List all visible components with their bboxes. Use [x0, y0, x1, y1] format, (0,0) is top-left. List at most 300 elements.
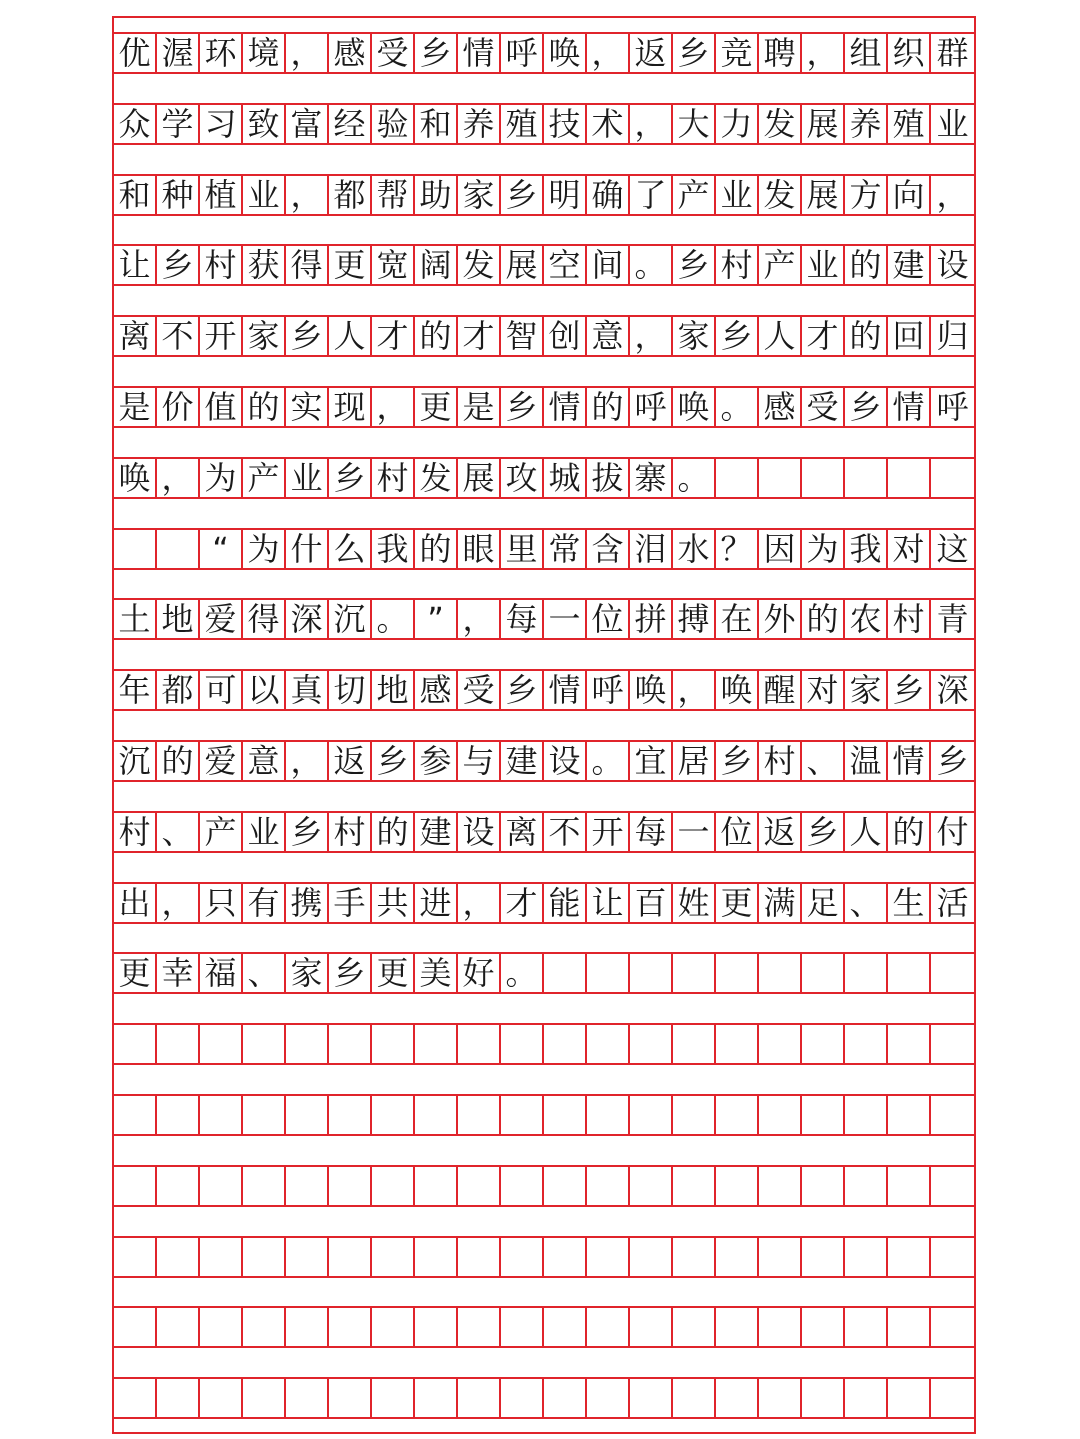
- grid-cell: [888, 1167, 931, 1205]
- grid-cell: 殖: [888, 105, 931, 143]
- grid-cell: 养: [458, 105, 501, 143]
- grid-cell: 。: [630, 246, 673, 284]
- grid-cell: 在: [716, 600, 759, 638]
- grid-cell: 是: [114, 388, 157, 426]
- grid-cell: 共: [372, 884, 415, 922]
- grid-cell: [372, 1308, 415, 1346]
- grid-cell: [415, 1025, 458, 1063]
- grid-cell: 验: [372, 105, 415, 143]
- grid-cell: [759, 459, 802, 497]
- grid-cell: 家: [845, 671, 888, 709]
- grid-cell: [458, 1238, 501, 1276]
- grid-cell: [845, 1308, 888, 1346]
- grid-cell: [157, 1096, 200, 1134]
- grid-cell: 不: [157, 317, 200, 355]
- grid-cell: [888, 1379, 931, 1417]
- grid-cell: [845, 1096, 888, 1134]
- grid-cell: 乡: [673, 246, 716, 284]
- grid-cell: ，: [630, 105, 673, 143]
- grid-cell: [888, 459, 931, 497]
- grid-cell: 人: [845, 813, 888, 851]
- grid-cell: 群: [936, 34, 969, 72]
- grid-cell: 建: [415, 813, 458, 851]
- grid-cell: 家: [243, 317, 286, 355]
- grid-cell: [544, 1167, 587, 1205]
- grid-cell: 家: [673, 317, 716, 355]
- grid-cell: [415, 1096, 458, 1134]
- grid-cell: [845, 1238, 888, 1276]
- grid-cell: 搏: [673, 600, 716, 638]
- grid-cell: 更: [415, 388, 458, 426]
- grid-cell: 业: [243, 813, 286, 851]
- grid-cell: [544, 1308, 587, 1346]
- grid-cell: 寨: [630, 459, 673, 497]
- grid-cell: 唤: [673, 388, 716, 426]
- grid-cell: [157, 1025, 200, 1063]
- grid-cell: 业: [802, 246, 845, 284]
- grid-cell: 返: [630, 34, 673, 72]
- grid-cell: [458, 1167, 501, 1205]
- grid-cell: 只: [200, 884, 243, 922]
- grid-cell: [243, 1238, 286, 1276]
- grid-cell: [587, 1238, 630, 1276]
- grid-cell: 爱: [200, 742, 243, 780]
- grid-cell: [286, 1308, 329, 1346]
- grid-cell: [716, 1308, 759, 1346]
- grid-cell: 付: [936, 812, 969, 851]
- grid-cell: 织: [888, 34, 931, 72]
- grid-cell: 。: [716, 388, 759, 426]
- grid-cell: [458, 1308, 501, 1346]
- grid-cell: 深: [936, 671, 969, 710]
- grid-cell: ，: [286, 742, 329, 780]
- grid-cell: 返: [329, 742, 372, 780]
- grid-cell: 创: [544, 317, 587, 355]
- grid-cell: 情: [888, 388, 931, 426]
- grid-cell: 阔: [415, 246, 458, 284]
- grid-cell: 的: [243, 388, 286, 426]
- grid-cell: [673, 1238, 716, 1276]
- grid-cell: “: [200, 530, 243, 568]
- grid-cell: 一: [673, 813, 716, 851]
- grid-cell: [501, 1167, 544, 1205]
- grid-cell: ，: [372, 388, 415, 426]
- grid-cell: 方: [845, 176, 888, 214]
- grid-cell: [716, 1238, 759, 1276]
- grid-cell: 都: [329, 176, 372, 214]
- grid-cell: 满: [759, 884, 802, 922]
- grid-cell: [329, 1308, 372, 1346]
- grid-cell: 手: [329, 884, 372, 922]
- grid-cell: [759, 1096, 802, 1134]
- grid-row: [114, 669, 974, 711]
- grid-cell: [415, 1167, 458, 1205]
- grid-row: [114, 882, 974, 924]
- grid-cell: 。: [372, 600, 415, 638]
- grid-cell: 业: [716, 176, 759, 214]
- grid-cell: 拔: [587, 459, 630, 497]
- grid-cell: 泪: [630, 530, 673, 568]
- grid-cell: 得: [286, 246, 329, 284]
- grid-cell: [630, 1379, 673, 1417]
- grid-cell: 村: [888, 600, 931, 638]
- grid-cell: 感: [329, 34, 372, 72]
- grid-row: [114, 598, 974, 640]
- grid-cell: [587, 1379, 630, 1417]
- grid-cell: 才: [458, 317, 501, 355]
- grid-cell: [243, 1025, 286, 1063]
- grid-cell: 境: [243, 34, 286, 72]
- grid-cell: 地: [372, 671, 415, 709]
- grid-cell: 的: [372, 813, 415, 851]
- grid-cell: [329, 1096, 372, 1134]
- grid-cell: 情: [888, 742, 931, 780]
- grid-cell: 因: [759, 530, 802, 568]
- grid-cell: 什: [286, 530, 329, 568]
- grid-cell: [157, 530, 200, 568]
- grid-cell: 乡: [329, 459, 372, 497]
- grid-cell: 意: [587, 317, 630, 355]
- grid-cell: [759, 1379, 802, 1417]
- grid-cell: [931, 1167, 974, 1205]
- grid-cell: 和: [114, 176, 157, 214]
- grid-cell: 沉: [114, 742, 157, 780]
- grid-cell: 为: [802, 530, 845, 568]
- grid-cell: 以: [243, 671, 286, 709]
- grid-cell: [544, 1025, 587, 1063]
- grid-cell: ，: [458, 600, 501, 638]
- grid-cell: [673, 1096, 716, 1134]
- grid-cell: 活: [936, 883, 969, 922]
- grid-cell: 得: [243, 600, 286, 638]
- grid-cell: [587, 1096, 630, 1134]
- grid-cell: 获: [243, 246, 286, 284]
- grid-cell: [802, 1379, 845, 1417]
- grid-cell: 呼: [630, 388, 673, 426]
- grid-cell: 才: [802, 317, 845, 355]
- grid-cell: [587, 1167, 630, 1205]
- grid-cell: 有: [243, 884, 286, 922]
- grid-cell: 年: [114, 671, 157, 709]
- grid-cell: ，: [630, 317, 673, 355]
- grid-cell: 受: [802, 388, 845, 426]
- grid-cell: 养: [845, 105, 888, 143]
- grid-cell: [716, 954, 759, 992]
- grid-cell: 发: [458, 246, 501, 284]
- grid-cell: [716, 1379, 759, 1417]
- grid-cell: 产: [759, 246, 802, 284]
- grid-cell: [888, 1238, 931, 1276]
- grid-cell: 和: [415, 105, 458, 143]
- grid-cell: 地: [157, 600, 200, 638]
- grid-cell: 了: [630, 176, 673, 214]
- grid-cell: [759, 1308, 802, 1346]
- grid-cell: 展: [458, 459, 501, 497]
- grid-cell: 都: [157, 671, 200, 709]
- grid-cell: 每: [630, 813, 673, 851]
- grid-cell: 情: [544, 671, 587, 709]
- grid-cell: [372, 1167, 415, 1205]
- grid-cell: 帮: [372, 176, 415, 214]
- grid-cell: [200, 1096, 243, 1134]
- grid-cell: 一: [544, 600, 587, 638]
- grid-cell: 智: [501, 317, 544, 355]
- grid-cell: [716, 459, 759, 497]
- grid-cell: 助: [415, 176, 458, 214]
- grid-cell: ？: [716, 530, 759, 568]
- grid-cell: 农: [845, 600, 888, 638]
- grid-row: [114, 1377, 974, 1419]
- grid-cell: [630, 1167, 673, 1205]
- grid-cell: [931, 1379, 974, 1417]
- grid-cell: 乡: [802, 813, 845, 851]
- grid-cell: 人: [759, 317, 802, 355]
- grid-row: [114, 174, 974, 216]
- grid-cell: 才: [372, 317, 415, 355]
- grid-cell: [802, 1096, 845, 1134]
- grid-cell: 对: [802, 671, 845, 709]
- grid-cell: 可: [200, 671, 243, 709]
- grid-cell: 。: [501, 954, 544, 992]
- grid-cell: 的: [845, 317, 888, 355]
- grid-cell: [114, 1096, 157, 1134]
- grid-cell: 建: [501, 742, 544, 780]
- grid-row: [114, 1165, 974, 1207]
- grid-cell: [286, 1025, 329, 1063]
- grid-cell: [630, 1096, 673, 1134]
- grid-cell: [759, 954, 802, 992]
- grid-row: [114, 244, 974, 286]
- grid-cell: 产: [200, 813, 243, 851]
- grid-cell: 、: [243, 954, 286, 992]
- grid-cell: 村: [329, 813, 372, 851]
- grid-cell: 醒: [759, 671, 802, 709]
- grid-cell: 众: [114, 105, 157, 143]
- grid-cell: 习: [200, 105, 243, 143]
- grid-cell: ，: [157, 459, 200, 497]
- grid-cell: [716, 1167, 759, 1205]
- grid-row: [114, 811, 974, 853]
- grid-cell: 里: [501, 530, 544, 568]
- grid-cell: 乡: [286, 317, 329, 355]
- grid-cell: 产: [673, 176, 716, 214]
- grid-row: [114, 952, 974, 994]
- grid-cell: [759, 1238, 802, 1276]
- grid-cell: [673, 1379, 716, 1417]
- grid-cell: 离: [114, 317, 157, 355]
- grid-cell: 现: [329, 388, 372, 426]
- grid-cell: [200, 1238, 243, 1276]
- grid-cell: 美: [415, 954, 458, 992]
- grid-cell: 呼: [936, 388, 969, 426]
- grid-cell: 村: [114, 813, 157, 851]
- grid-cell: 乡: [501, 176, 544, 214]
- grid-cell: [587, 1308, 630, 1346]
- grid-cell: 乡: [673, 34, 716, 72]
- grid-cell: [716, 1096, 759, 1134]
- grid-cell: 致: [243, 105, 286, 143]
- grid-cell: [114, 1167, 157, 1205]
- grid-cell: [888, 1308, 931, 1346]
- grid-cell: 乡: [716, 317, 759, 355]
- grid-cell: 的: [587, 388, 630, 426]
- grid-cell: [372, 1379, 415, 1417]
- grid-cell: 、: [157, 813, 200, 851]
- grid-row: [114, 457, 974, 499]
- grid-cell: [286, 1096, 329, 1134]
- grid-cell: 。: [673, 459, 716, 497]
- grid-cell: 设: [544, 742, 587, 780]
- grid-cell: [888, 954, 931, 992]
- grid-cell: [802, 954, 845, 992]
- grid-cell: [716, 1025, 759, 1063]
- grid-cell: [544, 1096, 587, 1134]
- grid-cell: 百: [630, 884, 673, 922]
- grid-cell: [243, 1308, 286, 1346]
- grid-cell: 竞: [716, 34, 759, 72]
- grid-cell: 真: [286, 671, 329, 709]
- grid-cell: 是: [458, 388, 501, 426]
- grid-cell: [372, 1238, 415, 1276]
- grid-cell: [845, 954, 888, 992]
- grid-cell: [544, 954, 587, 992]
- grid-cell: 殖: [501, 105, 544, 143]
- grid-cell: 植: [200, 176, 243, 214]
- grid-cell: 受: [372, 34, 415, 72]
- grid-cell: 渥: [157, 34, 200, 72]
- grid-row: [114, 740, 974, 782]
- grid-cell: 。: [587, 742, 630, 780]
- grid-cell: ，: [802, 34, 845, 72]
- grid-cell: 能: [544, 884, 587, 922]
- grid-cell: ，: [587, 34, 630, 72]
- grid-cell: 更: [716, 884, 759, 922]
- grid-cell: 我: [845, 530, 888, 568]
- grid-cell: [458, 1025, 501, 1063]
- grid-cell: 展: [802, 176, 845, 214]
- grid-cell: 实: [286, 388, 329, 426]
- grid-cell: 唤: [544, 34, 587, 72]
- grid-cell: [329, 1025, 372, 1063]
- grid-cell: 呼: [501, 34, 544, 72]
- grid-cell: 价: [157, 388, 200, 426]
- grid-cell: [114, 530, 157, 568]
- grid-cell: 建: [888, 246, 931, 284]
- grid-row: [114, 1023, 974, 1065]
- grid-cell: 的: [415, 530, 458, 568]
- grid-cell: [845, 459, 888, 497]
- grid-cell: 的: [888, 813, 931, 851]
- grid-cell: 唤: [630, 671, 673, 709]
- grid-cell: [114, 1238, 157, 1276]
- grid-cell: 土: [114, 600, 157, 638]
- grid-cell: [458, 1379, 501, 1417]
- grid-cell: [931, 1308, 974, 1346]
- grid-cell: 乡: [157, 246, 200, 284]
- grid-cell: 乡: [372, 742, 415, 780]
- grid-cell: 情: [458, 34, 501, 72]
- grid-cell: 青: [936, 600, 969, 639]
- grid-cell: 乡: [415, 34, 458, 72]
- grid-cell: 受: [458, 671, 501, 709]
- grid-cell: 种: [157, 176, 200, 214]
- grid-cell: 生: [888, 884, 931, 922]
- grid-cell: [329, 1238, 372, 1276]
- grid-cell: 组: [845, 34, 888, 72]
- grid-cell: ，: [673, 671, 716, 709]
- grid-cell: 回: [888, 317, 931, 355]
- grid-cell: [157, 1308, 200, 1346]
- grid-cell: [243, 1096, 286, 1134]
- grid-cell: 设: [458, 813, 501, 851]
- grid-cell: 温: [845, 742, 888, 780]
- grid-cell: 的: [802, 600, 845, 638]
- grid-cell: 人: [329, 317, 372, 355]
- grid-cell: 乡: [888, 671, 931, 709]
- grid-cell: [587, 1025, 630, 1063]
- grid-cell: 攻: [501, 459, 544, 497]
- grid-cell: 沉: [329, 600, 372, 638]
- grid-cell: 常: [544, 530, 587, 568]
- grid-cell: 乡: [501, 671, 544, 709]
- grid-cell: 术: [587, 105, 630, 143]
- grid-cell: [673, 1308, 716, 1346]
- grid-cell: 村: [372, 459, 415, 497]
- grid-cell: [673, 1167, 716, 1205]
- grid-cell: [587, 954, 630, 992]
- grid-cell: 对: [888, 530, 931, 568]
- grid-cell: [888, 1096, 931, 1134]
- grid-cell: 乡: [329, 954, 372, 992]
- grid-cell: [802, 1308, 845, 1346]
- grid-cell: [415, 1379, 458, 1417]
- grid-cell: 不: [544, 813, 587, 851]
- grid-cell: [501, 1096, 544, 1134]
- grid-cell: [673, 1025, 716, 1063]
- grid-cell: 归: [936, 317, 969, 356]
- grid-cell: ”: [415, 600, 458, 638]
- grid-cell: [931, 1025, 974, 1063]
- grid-cell: [544, 1379, 587, 1417]
- grid-cell: 幸: [157, 954, 200, 992]
- grid-cell: 我: [372, 530, 415, 568]
- grid-cell: 展: [501, 246, 544, 284]
- grid-cell: 外: [759, 600, 802, 638]
- grid-row: [114, 1306, 974, 1348]
- grid-cell: 返: [759, 813, 802, 851]
- grid-cell: 出: [114, 884, 157, 922]
- grid-cell: 优: [114, 34, 157, 72]
- composition-paper: [112, 16, 976, 1434]
- grid-cell: ，: [157, 884, 200, 922]
- grid-cell: 技: [544, 105, 587, 143]
- grid-cell: 福: [200, 954, 243, 992]
- grid-cell: 展: [802, 105, 845, 143]
- grid-cell: [200, 1379, 243, 1417]
- grid-cell: 村: [716, 246, 759, 284]
- grid-cell: 乡: [716, 742, 759, 780]
- grid-cell: [114, 1308, 157, 1346]
- grid-cell: 开: [587, 813, 630, 851]
- grid-cell: [802, 1025, 845, 1063]
- grid-cell: 感: [415, 671, 458, 709]
- grid-cell: 业: [936, 104, 969, 143]
- grid-cell: 让: [114, 246, 157, 284]
- grid-cell: 进: [415, 884, 458, 922]
- grid-cell: [630, 954, 673, 992]
- grid-row: [114, 103, 974, 145]
- grid-cell: ，: [458, 884, 501, 922]
